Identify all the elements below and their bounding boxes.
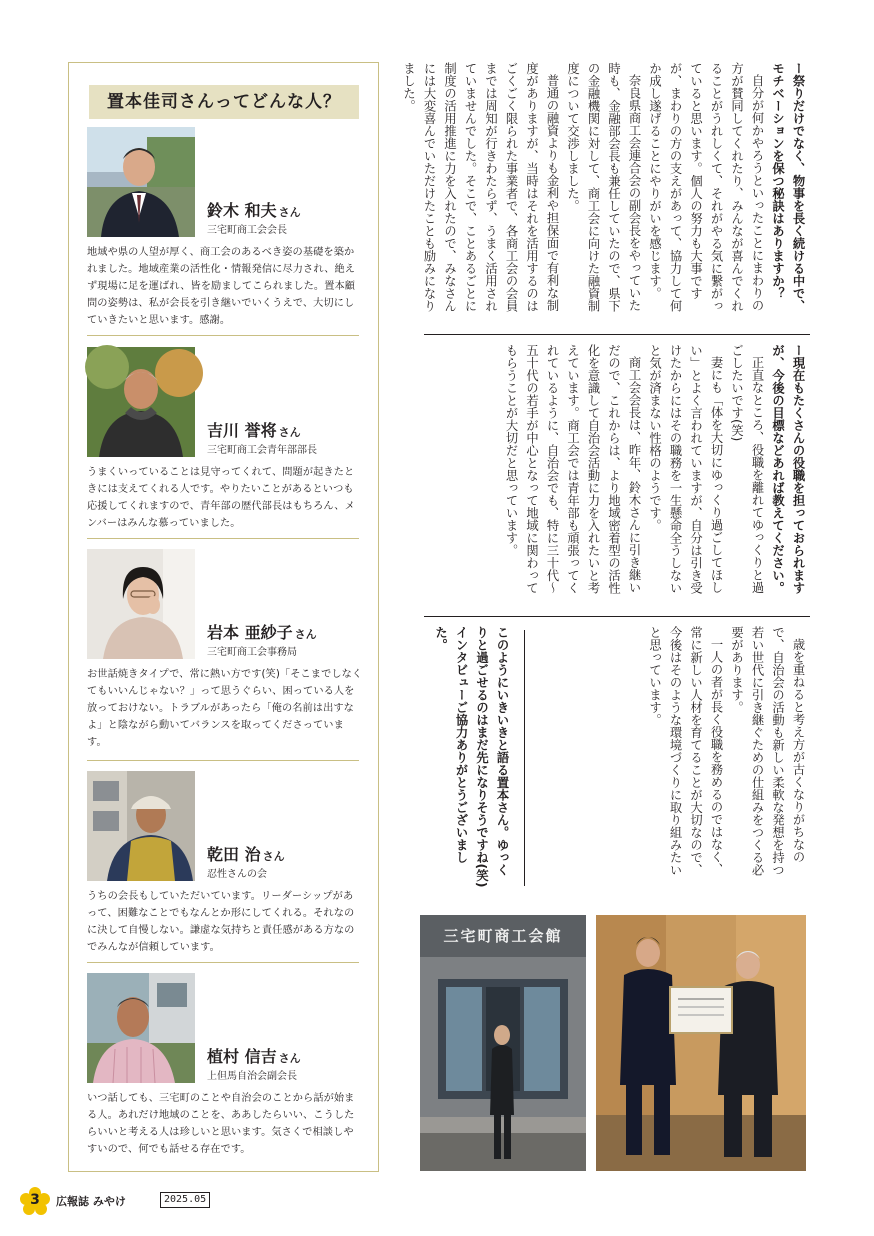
person-description: お世話焼きタイプで、常に熱い方です(笑)「そこまでしなくてもいいんじゃない？」って思うぐらい、困っている人を放っておけない。トラブルがあったら「俺の名前は出すなよ」と陰ながら動いてバランスを取ってくださっています。 bbox=[87, 669, 363, 748]
person-description: うまくいっていることは見守ってくれて、問題が起きたときには支えてくれる人です。やりたいことがあるといつも応援してくれますので、青年部の歴代部長はもちろん、メンバーはみんな慕っていました。 bbox=[87, 467, 355, 529]
interview-answer-paragraph: 正直なところ、役職を離れてゆっくりと過ごしたいです(笑) bbox=[729, 344, 764, 594]
person-name: 乾田 治 さん bbox=[207, 845, 285, 864]
person-name: 植村 信吉 さん bbox=[207, 1047, 301, 1066]
magazine-name: 広報誌 みやけ bbox=[56, 1195, 126, 1208]
person-name: 鈴木 和夫 さん bbox=[207, 201, 301, 220]
award-photo bbox=[596, 915, 806, 1171]
interview-answer-paragraph: 妻にも「体を大切にゆっくり過ごしてほしい」とよく言われていますが、自分は引き受けたからにはその職務を一生懸命全うしないと気が済まない性格のようです。 bbox=[647, 344, 723, 594]
person-description: いつ話しても、三宅町のことや自治会のことから話が始まる人。あれだけ地域のことを、ああしたらいい、こうしたらいいと考える人は珍しいと思います。気さくで相談しやすいので、何でも話せる存在です。 bbox=[87, 1093, 355, 1155]
person-photo bbox=[87, 549, 195, 659]
interview-answer-paragraph: 一人の者が長く役職を務めるのではなく、常に新しい人材を育てることが大切なので、今後はそのような環境づくりに取り組みたいと思っています。 bbox=[647, 626, 723, 876]
person-name: 岩本 亜紗子 さん bbox=[207, 623, 317, 642]
divider bbox=[87, 962, 359, 963]
interview-answer-paragraph: 奈良県商工会連合会の副会長をやっていた時も、金融部会長も兼任していたので、県下の金融機関に対して、商工会に向けた融資制度について交渉しました。 bbox=[565, 62, 641, 312]
person-name: 吉川 誉将 さん bbox=[207, 421, 301, 440]
divider bbox=[87, 335, 359, 336]
interview-answer-paragraph: 自分が何かやろうといったことにまわりの方が賛同してくれたり、みんなが喜んでくれることがうれしくて、それがやる気に繋がっていると思います。個人の努力も大事ですが、まわりの方の支えがあって、協力して何か成し遂げることにやりがいを感じます。 bbox=[647, 62, 764, 312]
divider bbox=[424, 616, 810, 617]
interview-lower-block bbox=[550, 626, 808, 888]
divider bbox=[87, 760, 359, 761]
person-photo bbox=[87, 771, 195, 881]
sidebar-title: 置本佳司さんってどんな人？ bbox=[89, 85, 359, 119]
person-role: 三宅町商工会青年部部長 bbox=[207, 445, 317, 456]
interview-question-2: ー現在もたくさんの役職を担っておられますが、今後の目標などあれば教えてください。 bbox=[770, 344, 805, 594]
interview-closing bbox=[408, 626, 512, 888]
person-description: うちの会長もしていただいています。リーダーシップがあって、困難なことでもなんとか形にしてくれる。それなのに決して自慢しない。謙虚な気持ちと責任感がある方なのでみんなが信頼しています。 bbox=[87, 891, 355, 953]
person-photo bbox=[87, 127, 195, 237]
interview-middle-block bbox=[410, 344, 808, 606]
page-number: 3 bbox=[30, 1192, 40, 1208]
person-description: 地域や県の人望が厚く、商工会のあるべき姿の基礎を築かれました。地域産業の活性化・情報発信に尽力され、絶えず現場に足を運ばれ、皆を励ましてこられました。置本顧問の姿勢は、私が会長を引き継いでいくうえで、大切にしていきたいと思います。感謝。 bbox=[87, 247, 356, 326]
interview-question-1: ー祭りだけでなく、物事を長く続ける中で、モチベーションを保つ秘訣はありますか？ bbox=[770, 62, 805, 312]
divider bbox=[424, 334, 810, 335]
person-role: 三宅町商工会会長 bbox=[207, 225, 287, 236]
profile-sidebar bbox=[68, 62, 379, 1172]
building-photo bbox=[420, 915, 586, 1171]
person-role: 忍性さんの会 bbox=[207, 869, 267, 880]
person-role: 上但馬自治会副会長 bbox=[207, 1071, 297, 1082]
divider bbox=[87, 538, 359, 539]
closing-thanks: インタビューご協力ありがとうございました。 bbox=[433, 626, 468, 864]
person-photo bbox=[87, 347, 195, 457]
issue-date: 2025.05 bbox=[160, 1192, 210, 1208]
person-photo bbox=[87, 973, 195, 1083]
page-number-badge bbox=[20, 1187, 50, 1215]
interview-answer-paragraph: 商工会会長は、昨年、鈴木さんに引き継いだので、これからは、より地域密着型の活性化を意識して自治会活動に力を入れたいと考えています。商工会では青年部も頑張ってくれているように、自治会でも、特に三十代～五十代の若手が中心となって地域に関わってもらうことが大切だと思っています。 bbox=[504, 344, 641, 594]
interview-upper-block bbox=[401, 62, 808, 324]
building-sign: 三宅町商工会館 bbox=[443, 927, 563, 945]
person-role: 三宅町商工会事務局 bbox=[207, 647, 297, 658]
divider bbox=[524, 630, 525, 886]
interview-answer-paragraph: 歳を重ねると考え方が古くなりがちなので、自治会の活動も新しい柔軟な発想を持つ若い世代に引き継ぐための仕組みをつくる必要があります。 bbox=[729, 626, 805, 876]
closing-text: このようにいきいきと語る置本さん。ゆっくりと過ごせるのはまだ先になりそうですね(笑) bbox=[474, 626, 509, 888]
interview-answer-paragraph: 普通の融資よりも金利や担保面で有利な制度がありますが、当時はそれを活用するのはごくごく限られた事業者で、各商工会の会員までは周知が行きわたらず、うまく活用されていませんでした。そこで、ことあるごとに制度の活用推進に力を入れたので、みなさんには大変喜んでいただけたことも励みになりました。 bbox=[401, 62, 559, 312]
